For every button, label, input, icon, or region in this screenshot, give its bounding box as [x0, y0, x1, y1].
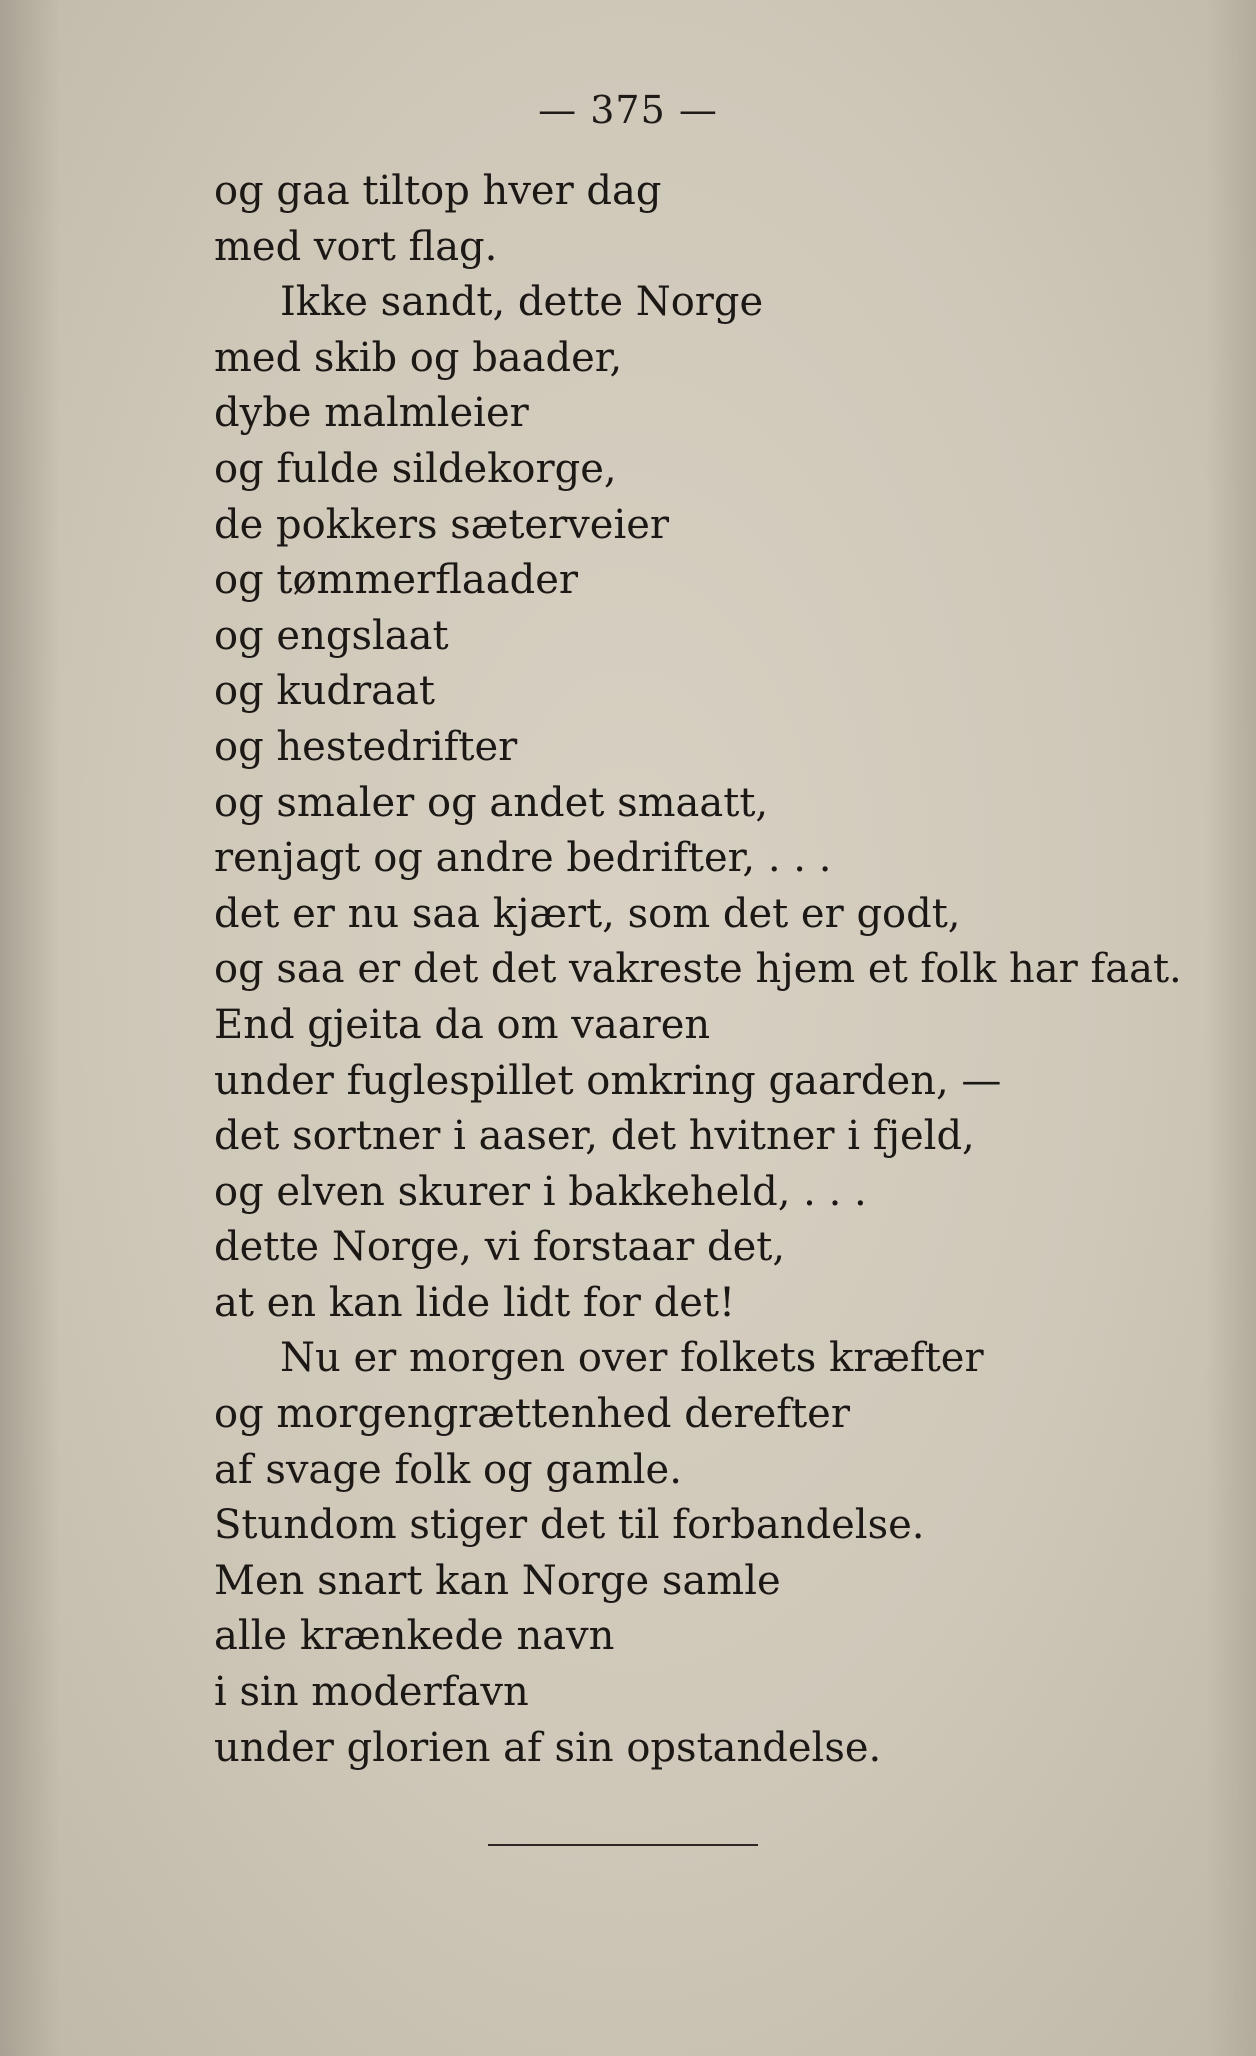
end-rule	[488, 1844, 758, 1846]
poem-line: og smaler og andet smaatt,	[214, 779, 769, 826]
poem-line: Men snart kan Norge samle	[214, 1557, 781, 1604]
poem-line: det sortner i aaser, det hvitner i fjeld,	[214, 1113, 975, 1160]
poem-line: under fuglespillet omkring gaarden, —	[214, 1057, 1002, 1104]
poem-line: med vort flag.	[214, 223, 498, 270]
poem-line: dette Norge, vi forstaar det,	[214, 1224, 786, 1271]
poem-line: alle krænkede navn	[214, 1613, 615, 1660]
poem-line: Nu er morgen over folkets kræfter	[280, 1335, 984, 1382]
poem-line: og elven skurer i bakkeheld, . . .	[214, 1168, 867, 1215]
poem-line: Stundom stiger det til forbandelse.	[214, 1502, 925, 1549]
poem-line: af svage folk og gamle.	[214, 1446, 682, 1493]
poem-line: de pokkers sæterveier	[214, 501, 670, 548]
poem-line: og gaa tiltop hver dag	[214, 168, 662, 214]
poem-line: i sin moderfavn	[214, 1669, 529, 1716]
poem-line: at en kan lide lidt for det!	[214, 1279, 736, 1326]
poem-line: og fulde sildekorge,	[214, 445, 617, 492]
poem-line: Ikke sandt, dette Norge	[280, 279, 764, 326]
poem-line: renjagt og andre bedrifter, . . .	[214, 835, 832, 882]
poem-line: og hestedrifter	[214, 723, 518, 770]
poem-line: under glorien af sin opstandelse.	[214, 1724, 882, 1771]
poem-line: med skib og baader,	[214, 334, 623, 381]
poem-line: og engslaat	[214, 612, 449, 659]
poem-line: og tømmerflaader	[214, 557, 578, 604]
poem-line: End gjeita da om vaaren	[214, 1001, 711, 1048]
poem-line: dybe malmleier	[214, 390, 529, 437]
poem-line: og morgengrættenhed derefter	[214, 1391, 850, 1438]
poem-line: og saa er det det vakreste hjem et folk har faat.	[214, 946, 1182, 993]
poem-line: det er nu saa kjært, som det er godt,	[214, 890, 961, 937]
poem-text	[214, 164, 1214, 1776]
poem-line: og kudraat	[214, 668, 435, 715]
page-number: — 375 —	[538, 88, 718, 132]
